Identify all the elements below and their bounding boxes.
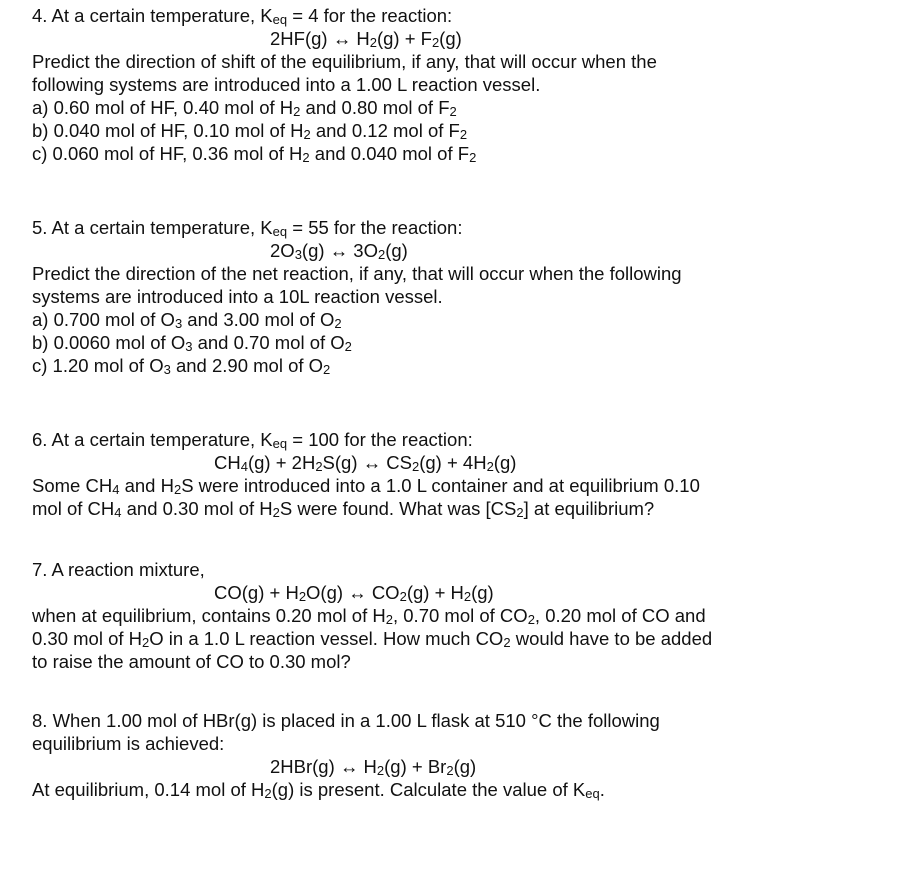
problem-text-line: At equilibrium, 0.14 mol of $H_2(g)$ is present. Calculate the value of $K_{eq}$. [32,779,605,801]
reaction-equation: 2HBr(g) ↔ $H_2(g) + Br_2(g)$ [270,756,477,778]
problem-text-line: b) 0.040 mol of HF, 0.10 mol of $H_2$ and 0.12 mol of $F_2$ [32,120,468,142]
problem-text-line: Predict the direction of shift of the equilibrium, if any, that will occur when the [32,51,657,72]
problem-7 [32,558,882,673]
problem-text-line: systems are introduced into a 10L reaction vessel. [32,286,443,307]
reaction-equation: $2O_3(g)$ ↔ $3O_2(g)$ [270,240,408,262]
problem-text-line: c) 0.060 mol of HF, 0.36 mol of $H_2$ and 0.040 mol of $F_2$ [32,143,477,165]
problem-text-line: following systems are introduced into a 1.00 L reaction vessel. [32,74,541,95]
problem-text-line: mol of $CH_4$ and 0.30 mol of $H_2S$ were found. What was $[CS_2]$ at equilibrium? [32,498,655,520]
problem-text-line: when at equilibrium, contains 0.20 mol of $H_2$, 0.70 mol of $CO_2$, 0.20 mol of CO and [32,605,706,627]
problem-text-line: a) 0.60 mol of HF, 0.40 mol of $H_2$ and 0.80 mol of $F_2$ [32,97,457,119]
problem-statement: 8. When 1.00 mol of HBr(g) is placed in a 1.00 L flask at 510 °C the following [32,710,660,731]
problem-8 [32,709,882,801]
problem-6 [32,428,882,520]
problem-statement: 6. At a certain temperature, $K_{eq} = 100$ for the reaction: [32,429,473,451]
problem-text-line: 0.30 mol of $H_2O$ in a 1.0 L reaction vessel. How much $CO_2$ would have to be added [32,628,713,650]
reaction-equation: $CO(g) + H_2O(g)$ ↔ $CO_2(g) + H_2(g)$ [214,582,494,604]
problem-text-line: b) 0.0060 mol of $O_3$ and 0.70 mol of $O_2$ [32,332,352,354]
problem-4 [32,4,882,165]
problem-text-line: c) 1.20 mol of $O_3$ and 2.90 mol of $O_2$ [32,355,331,377]
problem-text-line: Predict the direction of the net reaction, if any, that will occur when the following [32,263,682,284]
problem-statement: 7. A reaction mixture, [32,559,205,580]
problem-text-line: a) 0.700 mol of $O_3$ and 3.00 mol of $O_2$ [32,309,342,331]
problem-statement: 5. At a certain temperature, $K_{eq} = 55$ for the reaction: [32,217,463,239]
problem-text-line: Some $CH_4$ and $H_2S$ were introduced into a 1.0 L container and at equilibrium 0.10 [32,475,700,497]
problem-statement: 4. At a certain temperature, $K_{eq} = 4$ for the reaction: [32,5,453,27]
reaction-equation: $CH_4(g) + 2H_2S(g)$ ↔ $CS_2(g) + 4H_2(g)$ [214,452,517,474]
reaction-equation: 2HF(g) ↔ $H_2(g) + F_2(g)$ [270,28,462,50]
problem-5 [32,216,882,377]
problem-text-line: to raise the amount of CO to 0.30 mol? [32,651,351,672]
problem-text-line: equilibrium is achieved: [32,733,225,754]
